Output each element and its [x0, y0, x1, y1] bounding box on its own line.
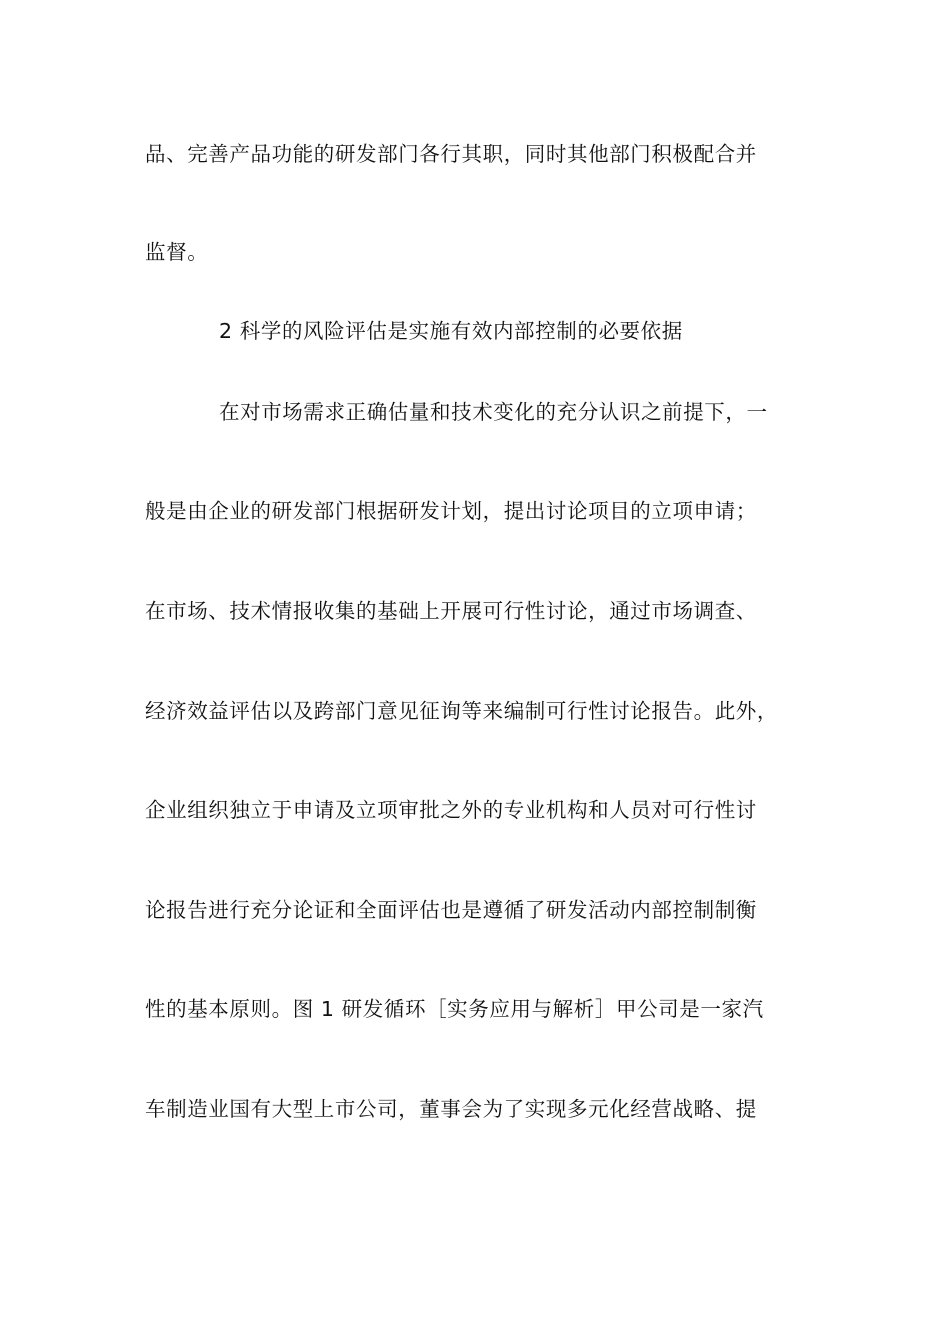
paragraph-line: 企业组织独立于申请及立项审批之外的专业机构和人员对可行性讨: [145, 798, 757, 822]
paragraph-line: 在对市场需求正确估量和技术变化的充分认识之前提下，一: [219, 400, 768, 424]
paragraph-line: 在市场、技术情报收集的基础上开展可行性讨论，通过市场调查、: [145, 599, 757, 623]
section-heading: 2 科学的风险评估是实施有效内部控制的必要依据: [219, 319, 683, 343]
paragraph-line: 般是由企业的研发部门根据研发计划，提出讨论项目的立项申请；: [145, 499, 757, 523]
paragraph-line: 经济效益评估以及跨部门意见征询等来编制可行性讨论报告。此外，: [145, 699, 778, 723]
paragraph-line: 论报告进行充分论证和全面评估也是遵循了研发活动内部控制制衡: [145, 898, 757, 922]
paragraph-line: 品、完善产品功能的研发部门各行其职，同时其他部门积极配合并: [145, 142, 757, 166]
paragraph-line: 性的基本原则。图 1 研发循环［实务应用与解析］甲公司是一家汽: [145, 997, 764, 1021]
paragraph-line: 监督。: [145, 240, 209, 264]
paragraph-line: 车制造业国有大型上市公司，董事会为了实现多元化经营战略、提: [145, 1097, 757, 1121]
